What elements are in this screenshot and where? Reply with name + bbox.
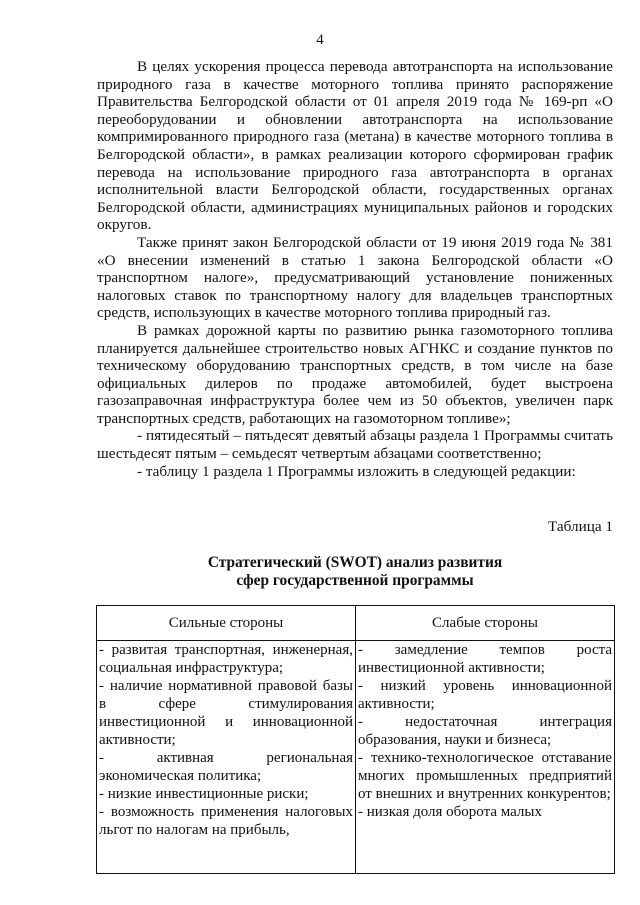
document-body: [97, 58, 613, 480]
strength-item: - наличие нормативной правовой базы в сфере стимулирования инвестиционной и инновационной активности;: [99, 678, 353, 748]
swot-content-row: [97, 641, 615, 874]
page-number: 4: [316, 32, 324, 48]
weaknesses-cell: [356, 641, 615, 874]
strength-item: - низкие инвестиционные риски;: [99, 786, 309, 802]
amendment-line-1: - пятидесятый – пятьдесят девятый абзацы раздела 1 Программы считать шестьдесят пятым – семьдесят четвертым абзацами соответственно;: [97, 427, 613, 463]
weakness-item: - замедление темпов роста инвестиционной активности;: [358, 642, 612, 676]
weakness-item: - низкий уровень инновационной активности;: [358, 678, 612, 712]
table-title: [97, 554, 613, 590]
paragraph-2: Также принят закон Белгородской области от 19 июня 2019 года № 381 «О внесении изменений в статью 1 закона Белгородской области «О транспортном налоге», предусматривающий установление пониженных налоговых ставок по транспортному налогу для владельцев транспортных средств, использующих в качестве моторного топлива природный газ.: [97, 233, 613, 322]
strength-item: - активная региональная экономическая политика;: [99, 750, 353, 784]
strength-item: - развитая транспортная, инженерная, социальная инфраструктура;: [99, 642, 353, 676]
strengths-header: Сильные стороны: [97, 606, 356, 641]
swot-header-row: [97, 606, 615, 641]
swot-table: [96, 605, 615, 874]
amendment-line-2: - таблицу 1 раздела 1 Программы изложить в следующей редакции:: [137, 462, 576, 480]
weakness-item: - недостаточная интеграция образования, науки и бизнеса;: [358, 714, 612, 748]
paragraph-3: В рамках дорожной карты по развитию рынка газомоторного топлива планируется дальнейшее строительство новых АГНКС и создание пунктов по техническому оборудованию транспортных средств, в том числе на базе официальных дилеров по продаже автомобилей, будет выстроена газозаправочная инфраструктура более чем из 50 объектов, увеличен парк транспортных средств, работающих на газомоторном топливе»;: [97, 321, 613, 427]
strengths-cell: [97, 641, 356, 874]
weakness-item: - низкая доля оборота малых: [358, 804, 542, 820]
weakness-item: - технико-технологическое отставание многих промышленных предприятий от внешних и внутренних конкурентов;: [358, 750, 612, 802]
table-title-line-2: сфер государственной программы: [236, 572, 474, 589]
strength-item: - возможность применения налоговых льгот по налогам на прибыль,: [99, 804, 353, 838]
weaknesses-header: Слабые стороны: [356, 606, 615, 641]
paragraph-1: В целях ускорения процесса перевода автотранспорта на использование природного газа в качестве моторного топлива принято распоряжение Правительства Белгородской области от 01 апреля 2019 года № 169-рп «О переоборудовании и обновлении автотранспорта на использование компримированного природного газа (метана) в качестве моторного топлива в Белгородской области», в рамках реализации которого сформирован график перевода на использование природного газа автотранспорта в органах исполнительной власти Белгородской области, государственных органах Белгородской области, администрациях муниципальных районов и городских округов.: [97, 58, 613, 234]
table-label: Таблица 1: [548, 518, 613, 535]
table-title-line-1: Стратегический (SWOT) анализ развития: [207, 554, 503, 571]
